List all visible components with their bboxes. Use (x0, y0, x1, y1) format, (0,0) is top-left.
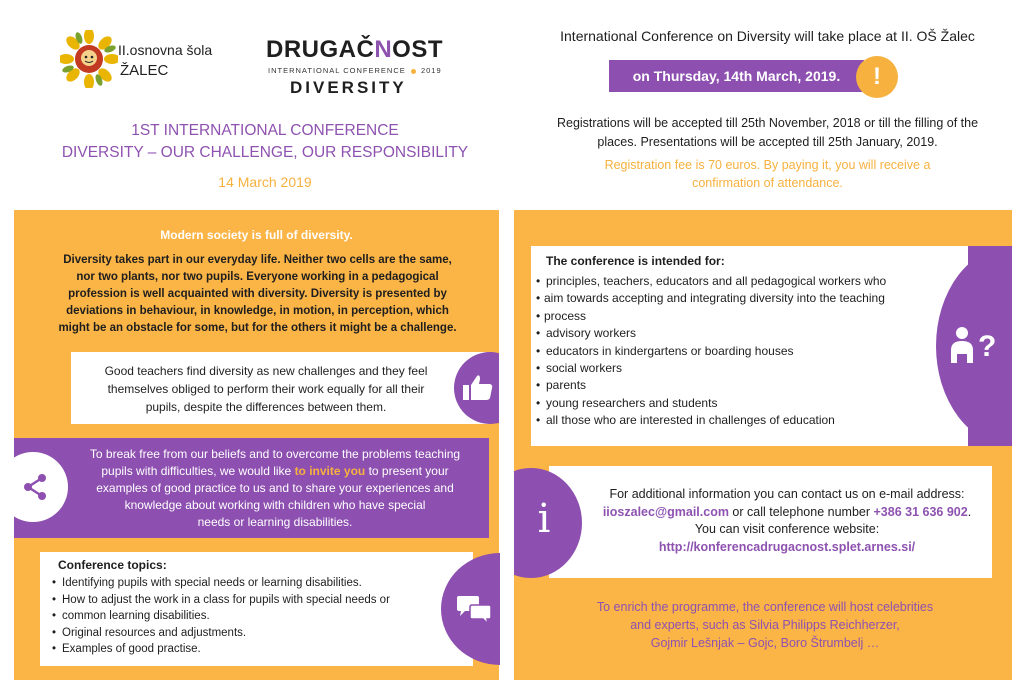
phone-number[interactable]: +386 31 636 902 (873, 504, 968, 519)
fee-line1: Registration fee is 70 euros. By paying it, you will receive a (604, 158, 931, 172)
list-item: • advisory workers (536, 325, 936, 342)
intended-list (536, 273, 936, 430)
brand-logo (262, 36, 452, 100)
school-name-line2: ŽALEC (120, 62, 169, 79)
list-item: • parents (536, 377, 936, 394)
list-item: • Original resources and adjustments. (52, 625, 452, 642)
celebrities-text: To enrich the programme, the conference will host celebrities and experts, such as Silvia Philipps Reichherzer, Gojmir Lešnjak – Gojc, Boro Štrumbelj … (596, 600, 934, 650)
list-item: • principles, teachers, educators and all pedagogical workers who (536, 273, 936, 290)
brand-title: DRUGAČNOST (266, 36, 444, 63)
thumbs-up-icon (462, 374, 494, 402)
list-item: • How to adjust the work in a class for pupils with special needs or (52, 592, 452, 609)
info-icon: i (537, 496, 551, 542)
registration-info: Registrations will be accepted till 25th November, 2018 or till the filling of the places. Presentations will be accepted till 25th January, 2019. (556, 116, 979, 149)
email-link[interactable]: iioszalec@gmail.com (602, 504, 729, 519)
date-banner-text: on Thursday, 14th March, 2019. (632, 68, 841, 84)
conference-title-line1: 1ST INTERNATIONAL CONFERENCE (131, 122, 399, 139)
topics-list (52, 575, 452, 658)
venue-title: International Conference on Diversity will take place at II. OŠ Žalec (560, 28, 975, 44)
brand-subtitle: INTERNATIONAL CONFERENCE 2019 (268, 66, 442, 75)
list-item: • Identifying pupils with special needs or learning disabilities. (52, 575, 452, 592)
intended-title: The conference is intended for: (546, 254, 725, 268)
date-banner (609, 60, 864, 92)
teachers-text: Good teachers find diversity as new challenges and they feel themselves obliged to perform their work equally for all their pupils, despite the differences between them. (104, 364, 428, 414)
chat-bubbles-icon (455, 595, 493, 625)
left-panel-heading: Modern society is full of diversity. (160, 228, 353, 242)
exclamation-icon: ! (856, 56, 898, 98)
contact-text: For additional information you can contact us on e-mail address: iioszalec@gmail.com or call telephone number +386 31 636 902. You can visit conference website: http://konferencadrugacnost.splet.arnes.si/ (602, 487, 972, 554)
svg-text:?: ? (978, 330, 997, 363)
sunflower-logo (60, 30, 118, 88)
list-item: • young researchers and students (536, 395, 936, 412)
dot-icon (411, 69, 416, 74)
list-item: • all those who are interested in challenges of education (536, 412, 936, 429)
person-question-icon (948, 326, 1002, 366)
list-item: • educators in kindergartens or boarding houses (536, 343, 936, 360)
list-item: • Examples of good practise. (52, 641, 452, 658)
share-icon (22, 472, 48, 502)
topics-title: Conference topics: (58, 558, 167, 572)
list-item-continuation: • common learning disabilities. (52, 608, 452, 625)
fee-line2: confirmation of attendance. (692, 176, 843, 190)
website-link[interactable]: http://konferencadrugacnost.splet.arnes.si/ (658, 539, 916, 554)
school-logo (60, 30, 220, 90)
school-name-line1: II.osnovna šola (118, 42, 213, 58)
conference-date: 14 March 2019 (218, 174, 312, 190)
invite-highlight: to invite you (294, 464, 366, 478)
list-item: • social workers (536, 360, 936, 377)
list-item-continuation: • aim towards accepting and integrating diversity into the teaching (536, 290, 936, 307)
list-item-continuation: • process (536, 308, 936, 325)
invite-text: To break free from our beliefs and to overcome the problems teaching pupils with difficulties, we would like to invite you to present your examples of good practice to us and to share your experiences and knowledge about working with children who have special needs or learning disabilities. (89, 447, 461, 529)
diversity-intro: Diversity takes part in our everyday life. Neither two cells are the same, nor two plants, nor two pupils. Everyone working in a pedagogical profession is well acquainted with diversity. Diversity is presented by deviations in behaviour, in knowledge, in motion, in perception, which might be an obstacle for some, but for the others it might be a challenge. (58, 254, 457, 334)
brand-word: DIVERSITY (290, 78, 407, 97)
conference-title-line2: DIVERSITY – OUR CHALLENGE, OUR RESPONSIBILITY (61, 144, 469, 161)
